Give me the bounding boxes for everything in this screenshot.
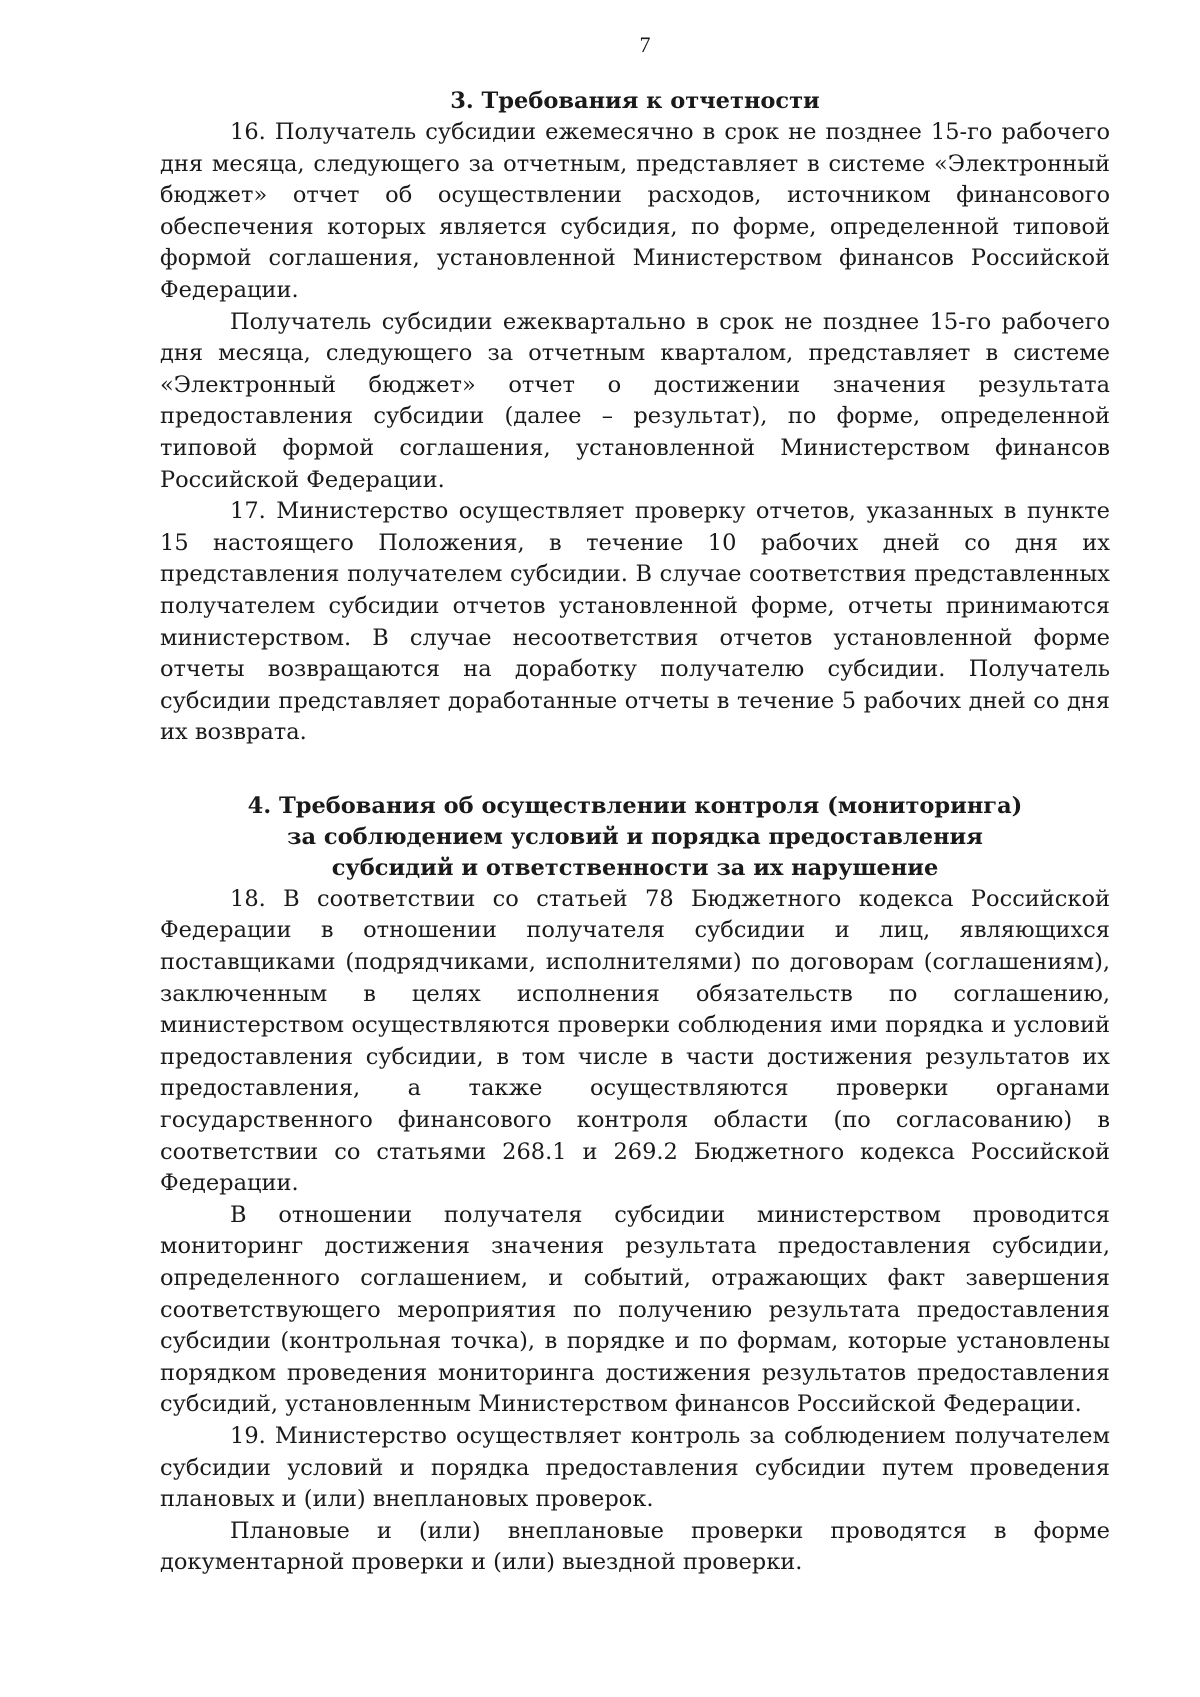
paragraph-17: 17. Министерство осуществляет проверку отчетов, указанных в пункте 15 настоящего Положения, в течение 10 рабочих дней со дня их представления получателем субсидии. В случае соответствия представленных получателем субсидии отчетов установленной форме, отчеты принимаются министерством. В случае несоответствия отчетов установленной форме отчеты возвращаются на доработку получателю субсидии. Получатель субсидии представляет доработанные отчеты в течение 5 рабочих дней со дня их возврата.	[160, 498, 1110, 746]
paragraph-18: 18. В соответствии со статьей 78 Бюджетного кодекса Российской Федерации в отношении получателя субсидии и лиц, являющихся поставщиками (подрядчиками, исполнителями) по договорам (соглашениям), заключенным в целях исполнения обязательств по соглашению, министерством осуществляются проверки соблюдения ими порядка и условий предоставления субсидии, в том числе в части достижения результатов их предоставления, а также осуществляются проверки органами государственного финансового контроля области (по согласованию) в соответствии со статьями 268.1 и 269.2 Бюджетного кодекса Российской Федерации.	[160, 885, 1110, 1197]
section-4-heading	[160, 791, 1110, 884]
section-4-heading-line-3: субсидий и ответственности за их нарушение	[331, 854, 939, 881]
section-4-heading-line-2: за соблюдением условий и порядка предоставления	[287, 823, 983, 850]
section-3-heading: 3. Требования к отчетности	[450, 88, 820, 114]
page-number: 7	[639, 32, 651, 57]
paragraph-19: 19. Министерство осуществляет контроль за соблюдением получателем субсидии условий и порядка предоставления субсидии путем проведения плановых и (или) внеплановых проверок.	[160, 1422, 1110, 1513]
paragraph-19-inspections: Плановые и (или) внеплановые проверки проводятся в форме документарной проверки и (или) выездной проверки.	[160, 1517, 1110, 1576]
paragraph-16-quarterly: Получатель субсидии ежеквартально в срок не позднее 15-го рабочего дня месяца, следующего за отчетным кварталом, представляет в системе «Электронный бюджет» отчет о достижении значения результата предоставления субсидии (далее – результат), по форме, определенной типовой формой соглашения, установленной Министерством финансов Российской Федерации.	[160, 308, 1110, 493]
document-page	[160, 30, 1110, 1579]
paragraph-18-monitoring: В отношении получателя субсидии министерством проводится мониторинг достижения значения результата предоставления субсидии, определенного соглашением, и событий, отражающих факт завершения соответствующего мероприятия по получению результата предоставления субсидии (контрольная точка), в порядке и по формам, которые установлены порядком проведения мониторинга достижения результатов предоставления субсидий, установленным Министерством финансов Российской Федерации.	[160, 1201, 1110, 1418]
section-4-heading-line-1: 4. Требования об осуществлении контроля (мониторинга)	[247, 792, 1023, 819]
section-gap	[160, 749, 1110, 791]
paragraph-16: 16. Получатель субсидии ежемесячно в срок не позднее 15-го рабочего дня месяца, следующего за отчетным, представляет в системе «Электронный бюджет» отчет об осуществлении расходов, источником финансового обеспечения которых является субсидия, по форме, определенной типовой формой соглашения, установленной Министерством финансов Российской Федерации.	[160, 119, 1110, 303]
